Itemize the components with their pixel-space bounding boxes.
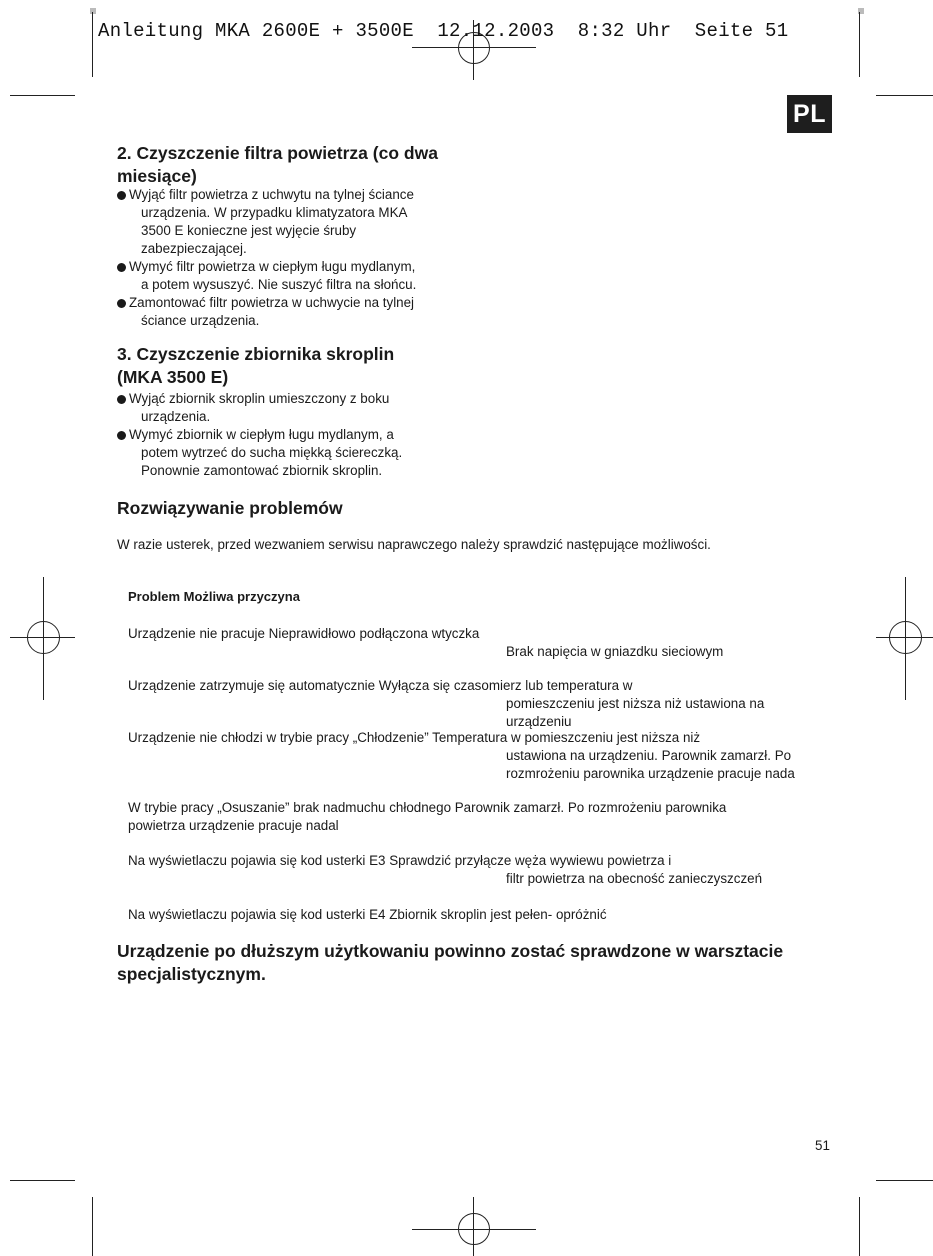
final-note-line: Urządzenie po dłuższym użytkowaniu powinno zostać sprawdzone w warsztacie	[117, 941, 784, 961]
list-item-line: Zamontować filtr powietrza w uchwycie na tylnej	[129, 295, 415, 310]
crop-mark	[92, 12, 93, 77]
table-row-continuation	[506, 870, 762, 888]
crop-mark	[859, 1197, 860, 1256]
list-item	[117, 426, 477, 480]
table-row-continuation	[506, 695, 764, 731]
registration-mark-line	[905, 577, 906, 700]
bullet-icon	[117, 431, 126, 440]
section-title-text: 3. Czyszczenie zbiornika skroplin	[117, 344, 395, 364]
registration-mark-line	[412, 47, 536, 48]
list-item-line: a potem wysuszyć. Nie suszyć filtra na słońcu.	[141, 277, 417, 292]
list-item-line: Wymyć filtr powietrza w ciepłym ługu mydlanym,	[129, 259, 416, 274]
crop-mark	[859, 12, 860, 77]
page-number: 51	[815, 1138, 830, 1153]
bullet-list-tank	[117, 390, 477, 480]
table-row-continuation	[506, 643, 723, 661]
list-item	[117, 186, 477, 258]
list-item-line: Wyjąć filtr powietrza z uchwytu na tylnej ściance	[129, 187, 414, 202]
crop-mark	[876, 95, 933, 96]
table-row-text: ustawiona na urządzeniu. Parownik zamarzł. Po	[506, 748, 792, 763]
list-item-line: Ponownie zamontować zbiornik skroplin.	[141, 463, 383, 478]
section-title-troubleshooting: Rozwiązywanie problemów	[117, 498, 343, 518]
bullet-icon	[117, 263, 126, 272]
crop-mark	[10, 95, 75, 96]
table-row	[128, 677, 632, 695]
table-row-text: Urządzenie nie chłodzi w trybie pracy „Chłodzenie” Temperatura w pomieszczeniu jest niższa niż	[128, 730, 701, 745]
table-row-text: urządzeniu	[506, 714, 572, 729]
list-item-line: urządzenia. W przypadku klimatyzatora MKA	[141, 205, 408, 220]
registration-mark-line	[43, 577, 44, 700]
registration-mark-line	[412, 1229, 536, 1230]
table-header: Problem Możliwa przyczyna	[128, 589, 300, 604]
table-row	[128, 799, 726, 835]
table-row-continuation	[506, 747, 795, 783]
section-title-text: 2. Czyszczenie filtra powietrza (co dwa miesiące)	[117, 143, 438, 186]
table-row-text: filtr powietrza na obecność zanieczyszczeń	[506, 871, 763, 886]
list-item-line: Wymyć zbiornik w ciepłym ługu mydlanym, a	[129, 427, 394, 442]
list-item-line: potem wytrzeć do sucha miękką ściereczką.	[141, 445, 403, 460]
table-row	[128, 729, 700, 747]
table-row	[128, 852, 671, 870]
list-item-line: Wyjąć zbiornik skroplin umieszczony z boku	[129, 391, 390, 406]
list-item	[117, 258, 477, 294]
table-row-text: pomieszczeniu jest niższa niż ustawiona na	[506, 696, 765, 711]
table-row-text: Na wyświetlaczu pojawia się kod usterki E4 Zbiornik skroplin jest pełen- opróżnić	[128, 907, 607, 922]
registration-mark-line	[473, 1197, 474, 1256]
table-row-text: powietrza urządzenie pracuje nadal	[128, 818, 339, 833]
list-item	[117, 294, 477, 330]
crop-mark	[92, 1197, 93, 1256]
language-badge: PL	[787, 95, 832, 133]
corner-mark	[90, 8, 96, 14]
bullet-icon	[117, 395, 126, 404]
bullet-list-filter	[117, 186, 477, 330]
list-item-line: ściance urządzenia.	[141, 313, 260, 328]
section-title-filter-cleaning	[117, 142, 497, 188]
bullet-icon	[117, 191, 126, 200]
table-row	[128, 906, 607, 924]
list-item-line: zabezpieczającej.	[141, 241, 247, 256]
section-title-condensate-tank	[117, 343, 497, 389]
crop-mark	[876, 1180, 933, 1181]
table-row-text: Brak napięcia w gniazdku sieciowym	[506, 644, 724, 659]
print-slug: Anleitung MKA 2600E + 3500E 12.12.2003 8:32 Uhr Seite 51	[98, 20, 789, 42]
final-note	[117, 940, 837, 986]
list-item	[117, 390, 477, 426]
table-row-text: Urządzenie zatrzymuje się automatycznie Wyłącza się czasomierz lub temperatura w	[128, 678, 633, 693]
table-row-text: W trybie pracy „Osuszanie” brak nadmuchu chłodnego Parownik zamarzł. Po rozmrożeniu parownika	[128, 800, 727, 815]
final-note-line: specjalistycznym.	[117, 964, 266, 984]
table-row	[128, 625, 479, 643]
table-row-text: rozmrożeniu parownika urządzenie pracuje nada	[506, 766, 795, 781]
bullet-icon	[117, 299, 126, 308]
troubleshooting-intro: W razie usterek, przed wezwaniem serwisu naprawczego należy sprawdzić następujące możliwości.	[117, 537, 711, 552]
list-item-line: 3500 E konieczne jest wyjęcie śruby	[141, 223, 357, 238]
table-row-text: Urządzenie nie pracuje Nieprawidłowo podłączona wtyczka	[128, 626, 480, 641]
list-item-line: urządzenia.	[141, 409, 211, 424]
table-row-text: Na wyświetlaczu pojawia się kod usterki E3 Sprawdzić przyłącze węża wywiewu powietrza i	[128, 853, 672, 868]
section-title-text: (MKA 3500 E)	[117, 367, 229, 387]
crop-mark	[10, 1180, 75, 1181]
